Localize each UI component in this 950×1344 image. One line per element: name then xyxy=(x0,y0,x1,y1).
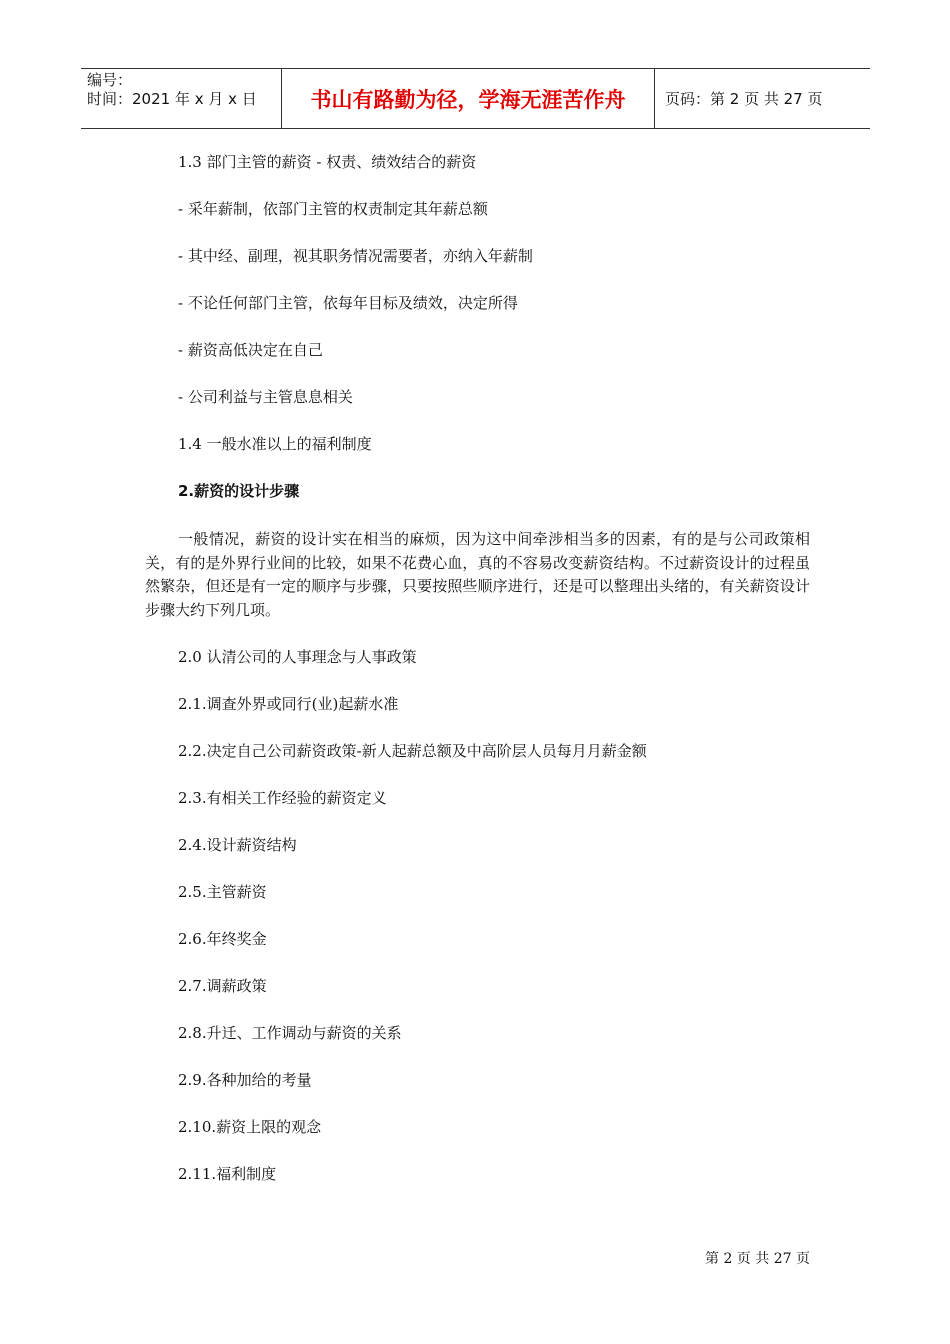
text-line: 2.2.决定自己公司薪资政策-新人起薪总额及中高阶层人员每月月薪金额 xyxy=(178,742,647,760)
text-line: 2.4.设计薪资结构 xyxy=(178,836,297,854)
text-line: 2.5.主管薪资 xyxy=(178,883,267,901)
text-line: 1.4 一般水准以上的福利制度 xyxy=(178,435,372,453)
text-line: 2.10.薪资上限的观念 xyxy=(178,1118,322,1136)
time-label: 时间：2021 年 x 月 x 日 xyxy=(87,90,257,108)
text-line: 2.8.升迁、工作调动与薪资的关系 xyxy=(178,1024,402,1042)
document-body xyxy=(145,152,810,1211)
section-title: 2.薪资的设计步骤 xyxy=(178,482,300,500)
page-footer: 第 2 页 共 27 页 xyxy=(705,1251,810,1267)
page-header xyxy=(81,68,870,129)
text-line: - 不论任何部门主管，依每年目标及绩效，决定所得 xyxy=(178,294,518,312)
serial-label: 编号： xyxy=(87,71,133,89)
text-line: - 公司利益与主管息息相关 xyxy=(178,388,353,406)
text-line: 2.9.各种加给的考量 xyxy=(178,1071,312,1089)
text-line: - 薪资高低决定在自己 xyxy=(178,341,323,359)
text-line: 2.0 认清公司的人事理念与人事政策 xyxy=(178,648,417,666)
body-paragraph: 一般情况，薪资的设计实在相当的麻烦，因为这中间牵涉相当多的因素，有的是与公司政策相关，有的是外界行业间的比较，如果不花费心血，真的不容易改变薪资结构。不过薪资设计的过程虽然繁杂，但还是有一定的顺序与步骤，只要按照些顺序进行，还是可以整理出头绪的，有关薪资设计步骤大约下列几项。 xyxy=(145,530,810,619)
text-line: 2.3.有相关工作经验的薪资定义 xyxy=(178,789,387,807)
header-meta xyxy=(81,69,281,128)
text-line: 2.1.调查外界或同行(业)起薪水准 xyxy=(178,695,399,713)
text-line: 2.7.调薪政策 xyxy=(178,977,267,995)
text-line: 1.3 部门主管的薪资 - 权责、绩效结合的薪资 xyxy=(178,153,477,171)
header-motto: 书山有路勤为径，学海无涯苦作舟 xyxy=(281,69,655,128)
text-line: 2.11.福利制度 xyxy=(178,1165,277,1183)
text-line: 2.6.年终奖金 xyxy=(178,930,267,948)
header-page-info: 页码：第 2 页 共 27 页 xyxy=(665,90,823,108)
text-line: - 其中经、副理，视其职务情况需要者，亦纳入年薪制 xyxy=(178,247,533,265)
text-line: - 采年薪制，依部门主管的权责制定其年薪总额 xyxy=(178,200,488,218)
